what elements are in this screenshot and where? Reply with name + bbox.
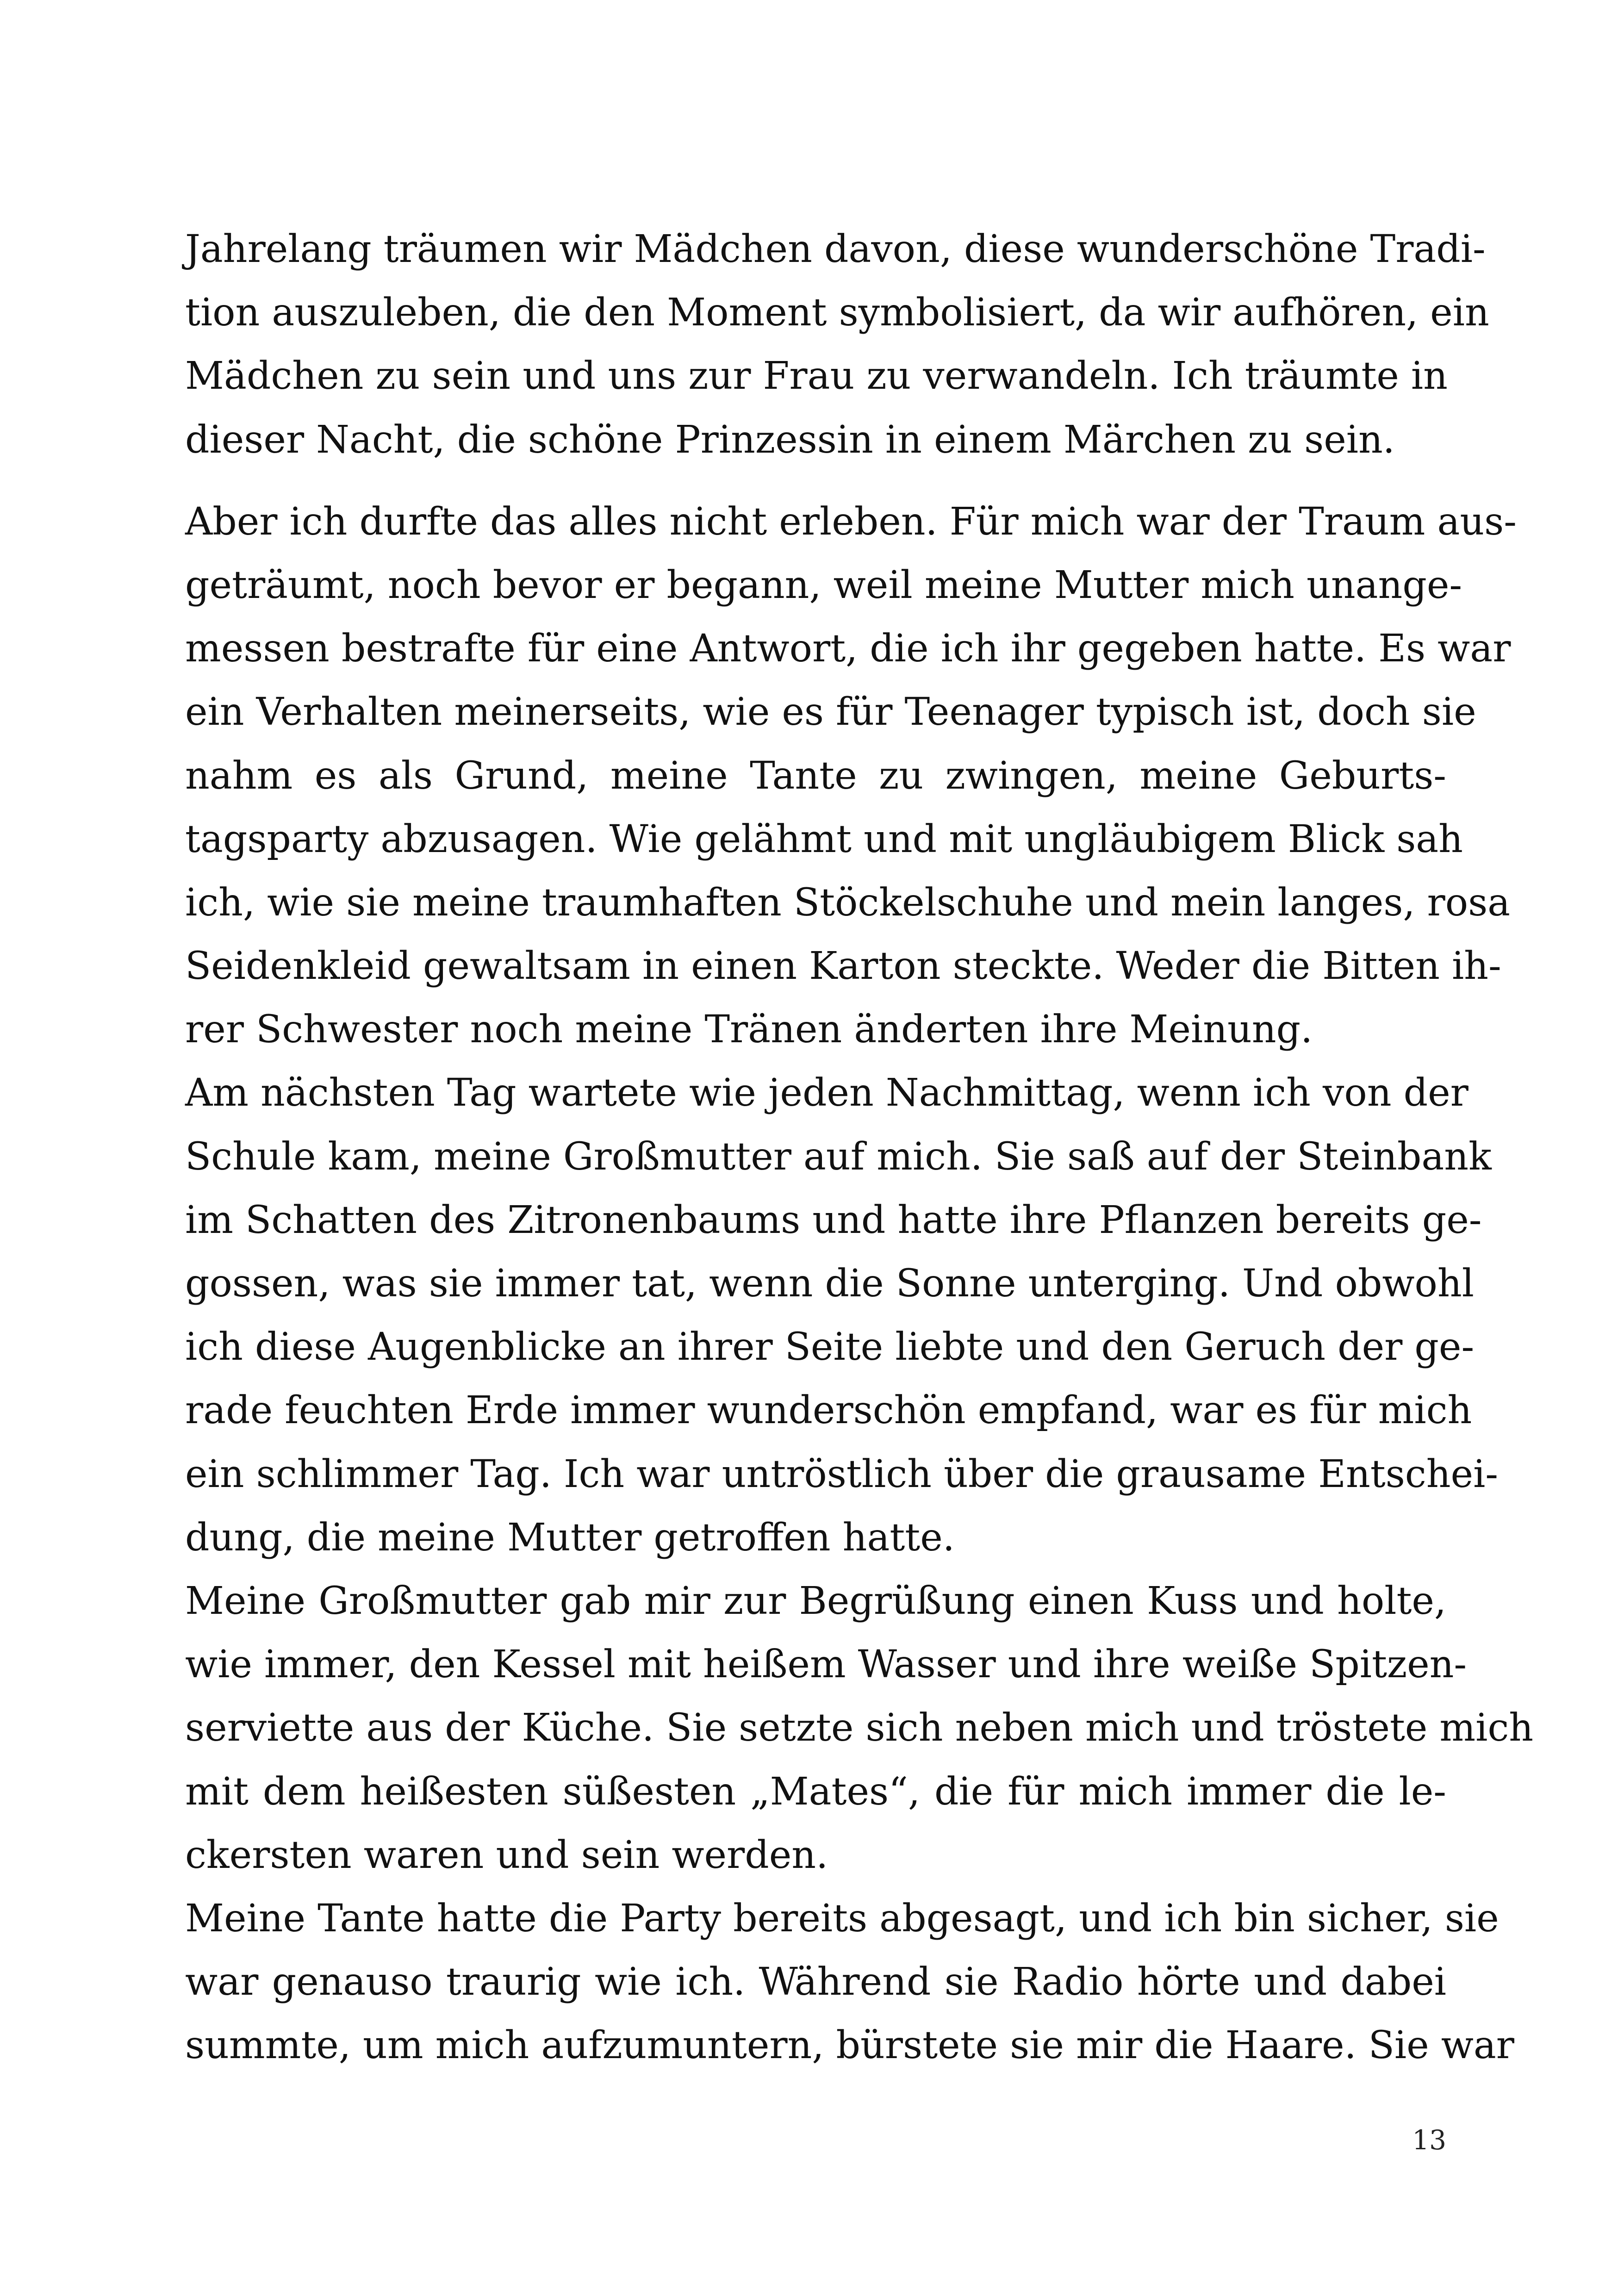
text-line: dieser Nacht, die schöne Prinzessin in einem Märchen zu sein. — [185, 417, 1395, 462]
text-line: tion auszuleben, die den Moment symbolisiert, da wir aufhören, ein — [185, 291, 1489, 335]
text-line: Am nächsten Tag wartete wie jeden Nachmittag, wenn ich von der — [185, 1071, 1469, 1115]
page-number: 13 — [1412, 2124, 1446, 2156]
text-line: ich diese Augenblicke an ihrer Seite liebte und den Geruch der ge- — [185, 1325, 1475, 1369]
text-line: nahm es als Grund, meine Tante zu zwingen, meine Geburts- — [185, 753, 1446, 798]
text-line: messen bestrafte für eine Antwort, die ich ihr gegeben hatte. Es war — [185, 627, 1511, 671]
text-line: Schule kam, meine Großmutter auf mich. Sie saß auf der Steinbank — [185, 1134, 1492, 1179]
text-line: im Schatten des Zitronenbaums und hatte ihre Pflanzen bereits ge- — [185, 1198, 1482, 1242]
text-line: Seidenkleid gewaltsam in einen Karton steckte. Weder die Bitten ih- — [185, 944, 1501, 989]
text-line: mit dem heißesten süßesten „Mates“, die für mich immer die le- — [185, 1769, 1446, 1814]
text-line: war genauso traurig wie ich. Während sie Radio hörte und dabei — [185, 1960, 1446, 2004]
text-line: wie immer, den Kessel mit heißem Wasser und ihre weiße Spitzen- — [185, 1643, 1467, 1687]
text-line: Mädchen zu sein und uns zur Frau zu verwandeln. Ich träumte in — [185, 354, 1448, 398]
text-line: gossen, was sie immer tat, wenn die Sonne unterging. Und obwohl — [185, 1262, 1474, 1306]
text-line: dung, die meine Mutter getroffen hatte. — [185, 1515, 955, 1560]
text-line: ckersten waren und sein werden. — [185, 1833, 828, 1877]
text-line: Meine Tante hatte die Party bereits abgesagt, und ich bin sicher, sie — [185, 1896, 1499, 1941]
text-line: ein schlimmer Tag. Ich war untröstlich über die grausame Entschei- — [185, 1452, 1499, 1496]
text-line: geträumt, noch bevor er begann, weil meine Mutter mich unange- — [185, 563, 1462, 607]
body-text — [185, 218, 1534, 2077]
paragraph-spacer — [185, 472, 1446, 490]
text-line: Jahrelang träumen wir Mädchen davon, diese wunderschöne Tradi- — [185, 227, 1486, 271]
text-line: ich, wie sie meine traumhaften Stöckelschuhe und mein langes, rosa — [185, 880, 1511, 925]
text-line: rade feuchten Erde immer wunderschön empfand, war es für mich — [185, 1388, 1472, 1433]
text-line: tagsparty abzusagen. Wie gelähmt und mit ungläubigem Blick sah — [185, 817, 1463, 861]
text-line: ein Verhalten meinerseits, wie es für Teenager typisch ist, doch sie — [185, 690, 1476, 734]
text-line: serviette aus der Küche. Sie setzte sich neben mich und tröstete mich — [185, 1706, 1534, 1750]
text-line: Meine Großmutter gab mir zur Begrüßung einen Kuss und holte, — [185, 1579, 1446, 1623]
text-line: Aber ich durfte das alles nicht erleben. Für mich war der Traum aus- — [185, 499, 1517, 544]
text-line: summte, um mich aufzumuntern, bürstete sie mir die Haare. Sie war — [185, 2023, 1514, 2068]
text-line: rer Schwester noch meine Tränen änderten ihre Meinung. — [185, 1008, 1313, 1052]
